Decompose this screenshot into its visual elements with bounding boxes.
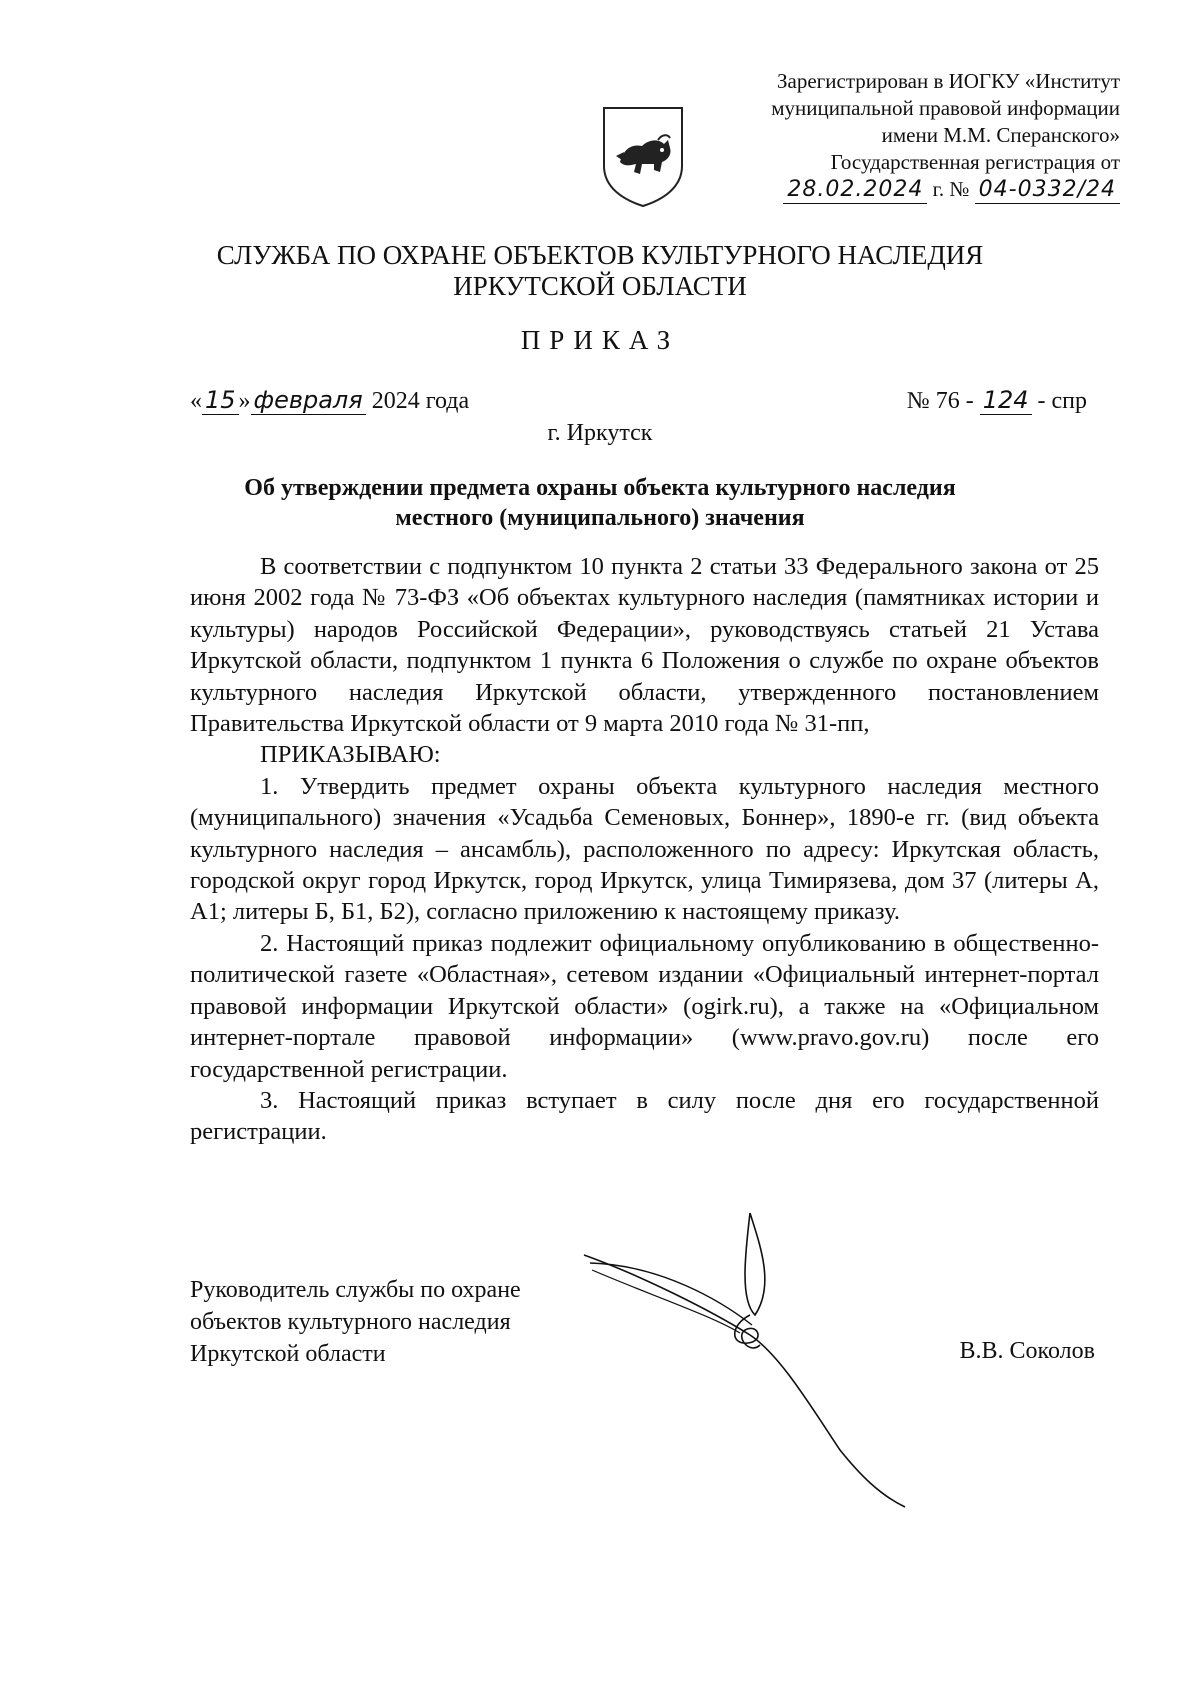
registration-line-4: Государственная регистрация от [830, 150, 1120, 174]
heading-line-1: Об утверждении предмета охраны объекта культурного наследия [244, 475, 956, 501]
signatory-title-line-1: Руководитель службы по охране [190, 1277, 521, 1303]
order-number [907, 386, 1087, 415]
order-word: ПРИКАЗЫВАЮ: [260, 741, 441, 769]
registration-note [700, 68, 1120, 204]
preamble-paragraph: В соответствии с подпунктом 10 пункта 2 статьи 33 Федерального закона от 25 июня 2002 года № 73-ФЗ «Об объектах культурного наследия (памятниках истории и культуры) народов Российской Федерации», руководствуясь статьей 21 Устава Иркутской области, подпунктом 1 пункта 6 Положения о службе по охране объектов культурного наследия Иркутской области, утвержденного постановлением Правительства Иркутской области от 9 марта 2010 года № 31-пп, [190, 553, 1099, 738]
date-month: февраля [251, 386, 366, 415]
order-heading [0, 473, 1200, 533]
organization-line-2: ИРКУТСКОЙ ОБЛАСТИ [453, 271, 747, 301]
date-day: 15 [202, 386, 239, 415]
order-date [190, 386, 469, 415]
registration-line-2: муниципальной правовой информации [771, 96, 1120, 120]
date-year: 2024 года [371, 388, 470, 414]
registration-line-3: имени М.М. Сперанского» [881, 123, 1120, 147]
registration-line-5 [700, 176, 1120, 204]
city: г. Иркутск [547, 420, 653, 446]
signatory-title [190, 1274, 521, 1370]
order-number-suffix: - спр [1037, 388, 1087, 414]
order-item-1: 1. Утвердить предмет охраны объекта культурного наследия местного (муниципального) значения «Усадьба Семеновых, Боннер», 1890-е гг. (вид объекта культурного наследия – ансамбль), расположенного по адресу: Иркутская область, городской округ город Иркутск, город Иркутск, улица Тимирязева, дом 37 (литеры А, А1; литеры Б, Б1, Б2), согласно приложению к настоящему приказу. [190, 772, 1099, 926]
registration-number: 04-0332/24 [975, 176, 1120, 204]
order-item-2: 2. Настоящий приказ подлежит официальному опубликованию в общественно-политической газете «Областная», сетевом издании «Официальный интернет-портал правовой информации Иркутской области» (ogirk.ru), а также на «Официальном интернет-портале правовой информации» (www.pravo.gov.ru) после его государственной регистрации. [190, 929, 1099, 1083]
handwritten-signature [580, 1205, 910, 1510]
heading-line-2: местного (муниципального) значения [395, 505, 805, 531]
registration-number-label: г. № [932, 177, 970, 201]
organization-line-1: СЛУЖБА ПО ОХРАНЕ ОБЪЕКТОВ КУЛЬТУРНОГО НАСЛЕДИЯ [216, 240, 984, 270]
order-number-value: 124 [980, 386, 1032, 415]
coat-of-arms-icon [598, 104, 688, 208]
date-close-quote: » [238, 388, 251, 414]
registration-date: 28.02.2024 [783, 176, 927, 204]
order-number-prefix: № 76 - [906, 388, 974, 414]
date-open-quote: « [190, 388, 202, 414]
registration-line-1: Зарегистрирован в ИОГКУ «Институт [776, 69, 1120, 93]
signatory-title-line-3: Иркутской области [190, 1341, 386, 1367]
order-body [190, 551, 1099, 1148]
organization-name [0, 240, 1200, 302]
document-type: ПРИКАЗ [520, 325, 680, 355]
signatory-title-line-2: объектов культурного наследия [190, 1309, 511, 1335]
order-item-3: 3. Настоящий приказ вступает в силу после дня его государственной регистрации. [190, 1086, 1099, 1146]
signatory-name: В.В. Соколов [959, 1338, 1095, 1364]
